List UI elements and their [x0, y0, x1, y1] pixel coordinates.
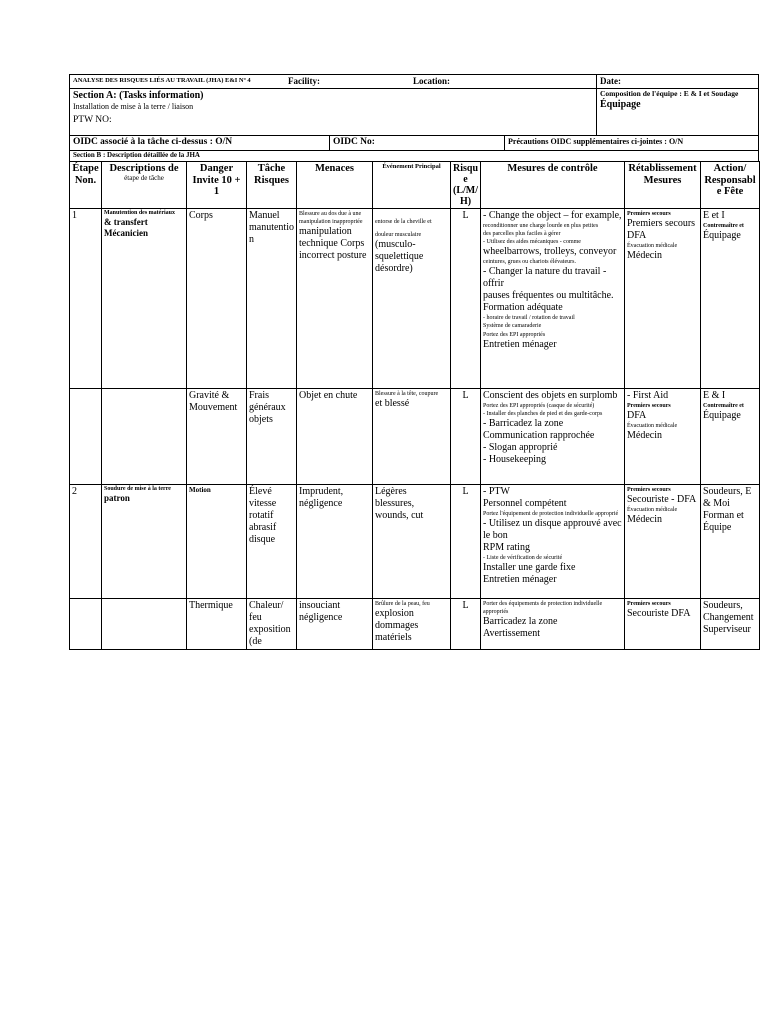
retablissement-cell: - First Aid Premiers secours DFA Évacuation médicale Médecin [625, 389, 701, 485]
menaces-cell: Imprudent, négligence [297, 485, 373, 599]
danger-cell: Motion [187, 485, 247, 599]
col-retablissement: Rétablissement Mesures [625, 162, 701, 209]
mesures-cell: Porter des équipements de protection individuelle appropriés Barricadez la zone Avertissement [481, 599, 625, 650]
tache-cell: Chaleur/ feu exposition (de [247, 599, 297, 650]
col-action: Action/ Responsable Fête [701, 162, 760, 209]
table-row [70, 485, 760, 599]
column-header-row [70, 162, 760, 209]
table-row [70, 599, 760, 650]
ptw-number: PTW NO: [73, 114, 112, 125]
location-label: Location: [413, 76, 450, 86]
col-risque: Risque (L/M/ H) [451, 162, 481, 209]
section-a-title: Section A: (Tasks information) [73, 90, 204, 101]
risque-cell: L [451, 389, 481, 485]
form-title: ANALYSE DES RISQUES LIÉS AU TRAVAIL (JHA) E&I Nº 4 [73, 77, 251, 84]
col-danger: Danger Invite 10 + 1 [187, 162, 247, 209]
section-b-row [69, 151, 759, 162]
col-menaces: Menaces [297, 162, 373, 209]
section-a-info [70, 89, 590, 135]
menaces-cell: Objet en chute [297, 389, 373, 485]
evenement-cell: Blessure à la tête, coupure et blessé [373, 389, 451, 485]
risque-cell: L [451, 485, 481, 599]
mesures-cell: Conscient des objets en surplomb Portez des EPI appropriés (casque de sécurité) - Installer des planches de pied et des garde-corps - Barricadez la zone Communication rapprochée - Slogan approprié - Housekeeping [481, 389, 625, 485]
table-row [70, 389, 760, 485]
col-etape: Étape Non. [70, 162, 102, 209]
col-tache: Tâche Risques [247, 162, 297, 209]
mesures-cell: - Change the object – for example, reconditionner une charge lourde en plus petites des parcelles plus faciles à gérer - Utilisez des aides mécaniques - comme wheelbarrows, trolleys, conveyor ceintures, grues ou chariots élévateurs. - Changer la nature du travail - offrir pauses fréquentes ou multitâche. Formation adéquate - horaire de travail / rotation de travail Système de camaraderie Portez des EPI appropriés Entretien ménager [481, 209, 625, 389]
action-cell: E et I Contremaître et Équipage [701, 209, 760, 389]
facility-label: Facility: [288, 76, 320, 86]
section-b-title: Section B : Description détaillée de la JHA [73, 151, 200, 159]
description-cell: Manutention des matériaux & transfert Mécanicien [102, 209, 187, 389]
retablissement-cell: Premiers secours Premiers secours DFA Évacuation médicale Médecin [625, 209, 701, 389]
col-mesures: Mesures de contrôle [481, 162, 625, 209]
risque-cell: L [451, 599, 481, 650]
risque-cell: L [451, 209, 481, 389]
etape-cell [70, 599, 102, 650]
date-label: Date: [596, 75, 760, 88]
oidc-row [69, 136, 759, 151]
description-cell [102, 389, 187, 485]
action-cell: E & I Contremaître et Équipage [701, 389, 760, 485]
tache-cell: Frais généraux objets [247, 389, 297, 485]
evenement-cell: Brûlure de la peau, feu explosion dommages matériels [373, 599, 451, 650]
evenement-cell: Légères blessures, wounds, cut [373, 485, 451, 599]
oidc-associated: OIDC associé à la tâche ci-dessus : O/N [73, 137, 233, 147]
etape-cell: 1 [70, 209, 102, 389]
danger-cell: Corps [187, 209, 247, 389]
etape-cell: 2 [70, 485, 102, 599]
menaces-cell: Blessure au dos due à une manipulation inappropriée manipulation technique Corps incorrect posture [297, 209, 373, 389]
action-cell: Soudeurs, Changement Superviseur [701, 599, 760, 650]
jha-table [69, 161, 760, 650]
section-a-subtitle: Installation de mise à la terre / liaison [73, 101, 194, 111]
description-cell [102, 599, 187, 650]
jha-form [69, 74, 759, 650]
composition-value: Équipage [600, 98, 641, 110]
retablissement-cell: Premiers secours Secouriste DFA [625, 599, 701, 650]
col-descriptions: Descriptions de étape de tâche [102, 162, 187, 209]
composition-label: Composition de l'équipe : E & I et Soudage [600, 89, 739, 98]
tache-cell: Manuel manutention [247, 209, 297, 389]
tache-cell: Élevé vitesse rotatif abrasif disque [247, 485, 297, 599]
menaces-cell: insouciant négligence [297, 599, 373, 650]
section-a-row [69, 89, 759, 136]
etape-cell [70, 389, 102, 485]
retablissement-cell: Premiers secours Secouriste - DFA Évacuation médicale Médecin [625, 485, 701, 599]
action-cell: Soudeurs, E & Moi Forman et Équipe [701, 485, 760, 599]
oidc-number: OIDC No: [329, 136, 503, 150]
oidc-precautions: Précautions OIDC supplémentaires ci-jointes : O/N [504, 136, 760, 150]
col-evenement: Événement Principal [373, 162, 451, 209]
table-row [70, 209, 760, 389]
danger-cell: Thermique [187, 599, 247, 650]
evenement-cell: entorse de la cheville et douleur musculaire (musculo-squelettique désordre) [373, 209, 451, 389]
description-cell: Soudure de mise à la terre patron [102, 485, 187, 599]
team-composition [596, 89, 760, 135]
danger-cell: Gravité & Mouvement [187, 389, 247, 485]
mesures-cell: - PTW Personnel compétent Portez l'équipement de protection individuelle approprié - Utilisez un disque approuvé avec le bon RPM rating - Liste de vérification de sécurité Installer une garde fixe Entretien ménager [481, 485, 625, 599]
header-row [69, 74, 759, 89]
